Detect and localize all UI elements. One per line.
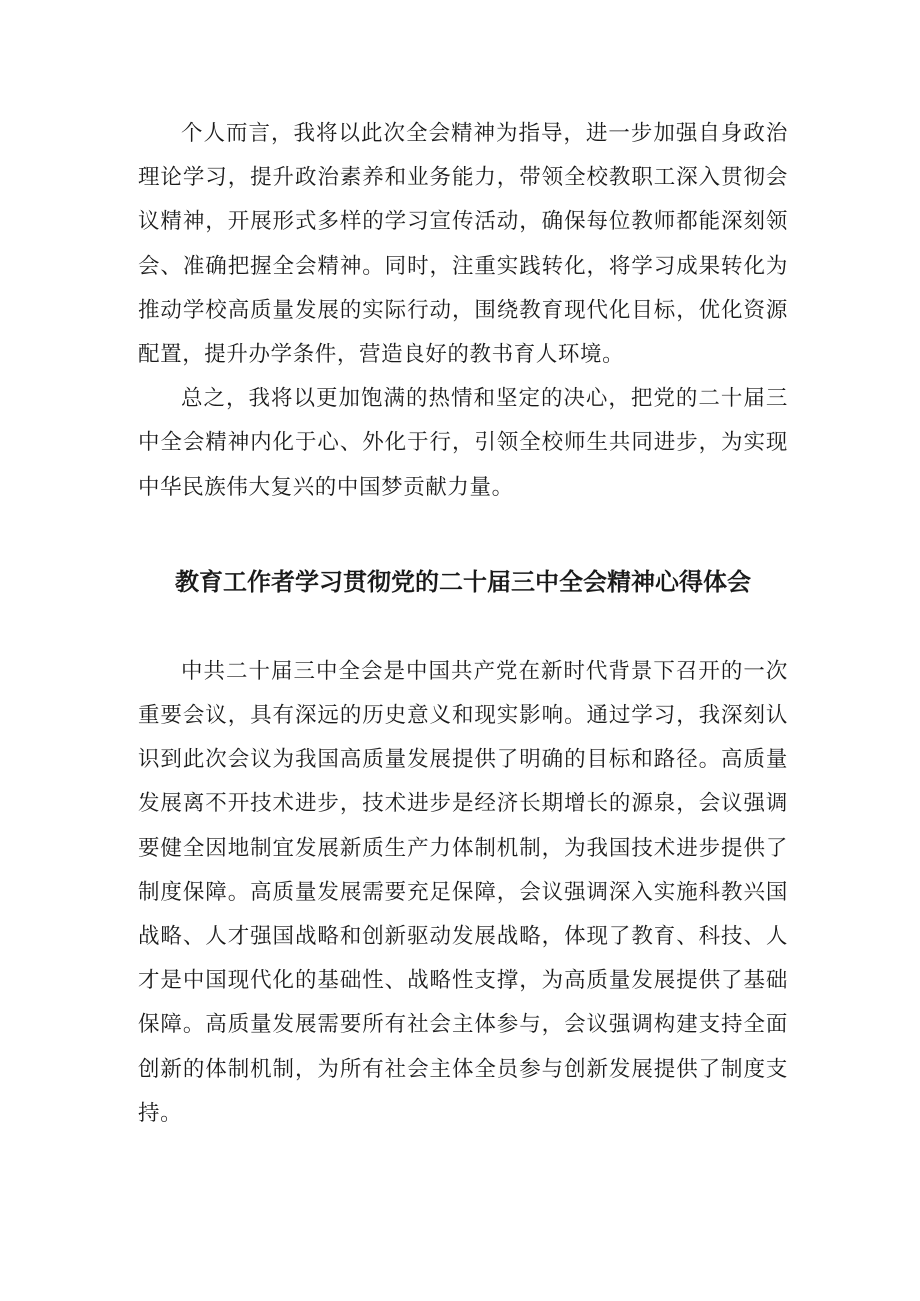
document-page (138, 112, 788, 1136)
body-paragraph-1: 个人而言，我将以此次全会精神为指导，进一步加强自身政治理论学习，提升政治素养和业务能力，带领全校教职工深入贯彻会议精神，开展形式多样的学习宣传活动，确保每位教师都能深刻领会、准确把握全会精神。同时，注重实践转化，将学习成果转化为推动学校高质量发展的实际行动，围绕教育现代化目标，优化资源配置，提升办学条件，营造良好的教书育人环境。 (138, 121, 788, 368)
body-paragraph-3: 中共二十届三中全会是中国共产党在新时代背景下召开的一次重要会议，具有深远的历史意义和现实影响。通过学习，我深刻认识到此次会议为我国高质量发展提供了明确的目标和路径。高质量发展离不开技术进步，技术进步是经济长期增长的源泉，会议强调要健全因地制宜发展新质生产力体制机制，为我国技术进步提供了制度保障。高质量发展需要充足保障，会议强调深入实施科教兴国战略、人才强国战略和创新驱动发展战略，体现了教育、科技、人才是中国现代化的基础性、战略性支撑，为高质量发展提供了基础保障。高质量发展需要所有社会主体参与，会议强调构建支持全面创新的体制机制，为所有社会主体全员参与创新发展提供了制度支持。 (138, 658, 788, 1126)
spacer (138, 604, 788, 650)
section-title: 教育工作者学习贯彻党的二十届三中全会精神心得体会 (175, 567, 751, 596)
body-paragraph-2: 总之，我将以更加饱满的热情和坚定的决心，把党的二十届三中全会精神内化于心、外化于行，引领全校师生共同进步，为实现中华民族伟大复兴的中国梦贡献力量。 (138, 386, 788, 500)
